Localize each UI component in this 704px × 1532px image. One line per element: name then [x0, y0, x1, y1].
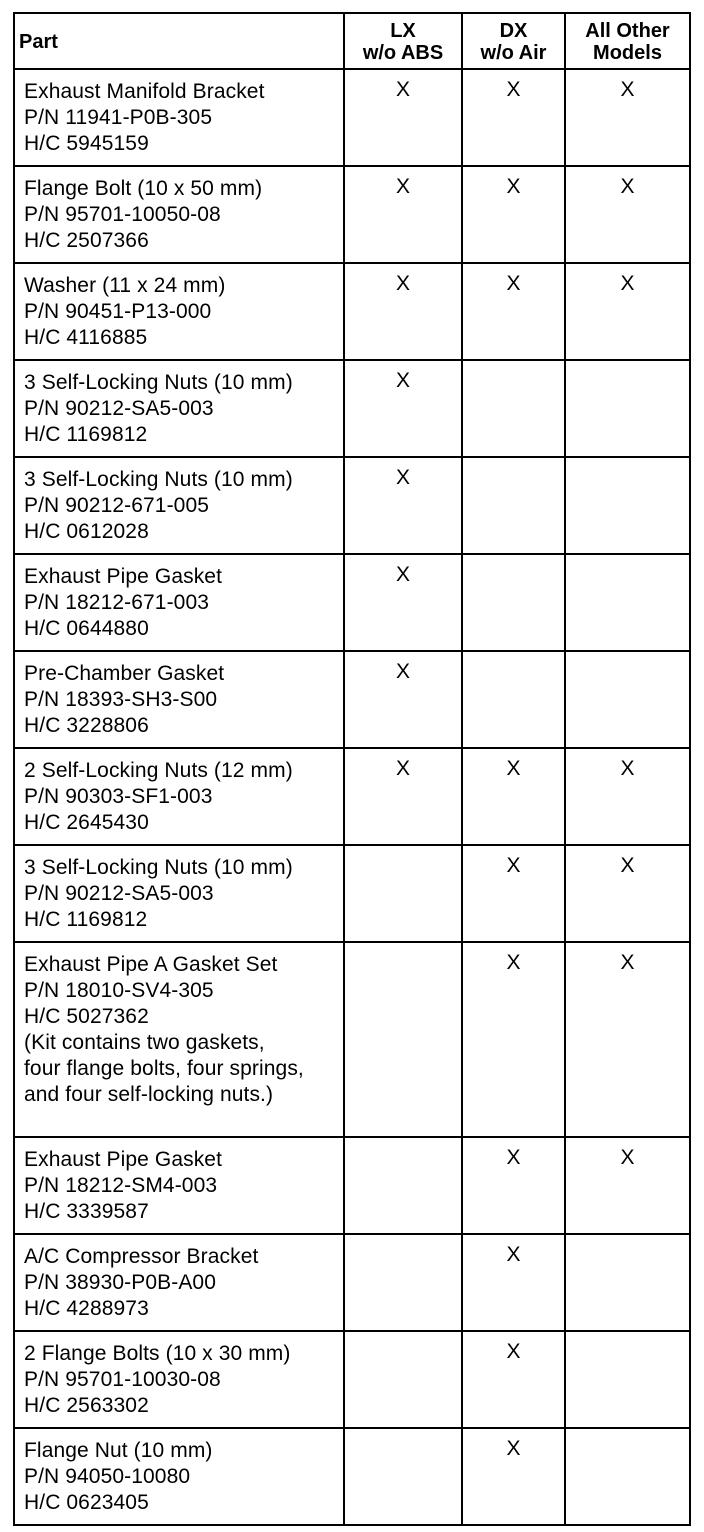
part-name: Pre-Chamber Gasket	[24, 662, 225, 685]
table-row	[14, 651, 690, 748]
part-cell	[14, 942, 344, 1137]
part-cell	[14, 457, 344, 554]
mark-cell-dx: X	[462, 166, 565, 263]
part-hc: H/C 0612028	[24, 520, 149, 543]
header-part: Part	[14, 13, 344, 69]
part-pn: P/N 18212-671-003	[24, 591, 209, 614]
part-hc: H/C 3228806	[24, 714, 149, 737]
mark-cell-dx: X	[462, 1331, 565, 1428]
part-pn: P/N 94050-10080	[24, 1465, 191, 1488]
part-pn: P/N 11941-P0B-305	[24, 106, 213, 129]
mark-cell-other: X	[565, 748, 690, 845]
part-cell	[14, 1137, 344, 1234]
mark-cell-lx: X	[344, 360, 462, 457]
part-cell	[14, 1428, 344, 1525]
mark-cell-other	[565, 1234, 690, 1331]
header-lx-line2: w/o ABS	[362, 41, 444, 64]
part-pn: P/N 18010-SV4-305	[24, 979, 214, 1002]
table-row	[14, 554, 690, 651]
mark-cell-other: X	[565, 942, 690, 1137]
mark-cell-other	[565, 1331, 690, 1428]
table-row	[14, 360, 690, 457]
part-name: 3 Self-Locking Nuts (10 mm)	[24, 371, 293, 394]
mark-cell-other	[565, 651, 690, 748]
part-name: Exhaust Pipe Gasket	[24, 565, 223, 588]
part-cell	[14, 1331, 344, 1428]
part-name: Exhaust Pipe Gasket	[24, 1148, 223, 1171]
mark-cell-other	[565, 360, 690, 457]
header-row	[14, 13, 690, 69]
mark-cell-dx: X	[462, 1428, 565, 1525]
header-lx	[344, 13, 462, 69]
table-row	[14, 748, 690, 845]
part-cell	[14, 845, 344, 942]
mark-cell-lx: X	[344, 748, 462, 845]
part-pn: P/N 18212-SM4-003	[24, 1174, 218, 1197]
part-pn: P/N 90303-SF1-003	[24, 785, 213, 808]
part-name: Flange Bolt (10 x 50 mm)	[24, 177, 263, 200]
mark-cell-lx: X	[344, 166, 462, 263]
mark-cell-lx	[344, 1331, 462, 1428]
part-hc: H/C 0623405	[24, 1491, 149, 1514]
part-hc: H/C 2645430	[24, 811, 149, 834]
part-hc: H/C 5945159	[24, 132, 149, 155]
mark-cell-lx: X	[344, 457, 462, 554]
mark-cell-lx: X	[344, 263, 462, 360]
table-row	[14, 1234, 690, 1331]
part-pn: P/N 95701-10050-08	[24, 203, 221, 226]
part-cell	[14, 1234, 344, 1331]
part-name: 3 Self-Locking Nuts (10 mm)	[24, 856, 293, 879]
part-name: A/C Compressor Bracket	[24, 1245, 259, 1268]
part-pn: P/N 90212-671-005	[24, 494, 209, 517]
part-pn: P/N 90212-SA5-003	[24, 397, 214, 420]
mark-cell-other	[565, 457, 690, 554]
table-row	[14, 1137, 690, 1234]
part-hc: H/C 2507366	[24, 229, 149, 252]
table-row	[14, 166, 690, 263]
header-dx-line1: DX	[499, 19, 528, 42]
part-hc: H/C 3339587	[24, 1200, 149, 1223]
mark-cell-lx	[344, 1428, 462, 1525]
part-pn: P/N 38930-P0B-A00	[24, 1271, 216, 1294]
part-name: Exhaust Manifold Bracket	[24, 80, 265, 103]
part-name: Exhaust Pipe A Gasket Set	[24, 953, 278, 976]
part-note3: and four self-locking nuts.)	[24, 1083, 274, 1106]
part-hc: H/C 4116885	[24, 326, 148, 349]
mark-cell-other: X	[565, 845, 690, 942]
mark-cell-dx: X	[462, 1137, 565, 1234]
part-note2: four flange bolts, four springs,	[24, 1057, 304, 1080]
mark-cell-dx	[462, 651, 565, 748]
part-pn: P/N 90212-SA5-003	[24, 882, 214, 905]
part-hc: H/C 0644880	[24, 617, 149, 640]
part-hc: H/C 1169812	[24, 423, 148, 446]
mark-cell-other	[565, 1428, 690, 1525]
header-dx-line2: w/o Air	[480, 41, 547, 64]
mark-cell-lx	[344, 942, 462, 1137]
mark-cell-lx: X	[344, 651, 462, 748]
header-dx	[462, 13, 565, 69]
mark-cell-lx	[344, 1137, 462, 1234]
table-row	[14, 942, 690, 1137]
header-other	[565, 13, 690, 69]
part-cell	[14, 554, 344, 651]
mark-cell-lx	[344, 1234, 462, 1331]
header-lx-line1: LX	[390, 19, 416, 42]
header-other-line2: Models	[593, 41, 662, 64]
part-cell	[14, 263, 344, 360]
mark-cell-other	[565, 554, 690, 651]
table-row	[14, 1331, 690, 1428]
part-pn: P/N 90451-P13-000	[24, 300, 212, 323]
mark-cell-dx	[462, 554, 565, 651]
part-pn: P/N 95701-10030-08	[24, 1368, 221, 1391]
mark-cell-other: X	[565, 1137, 690, 1234]
part-cell	[14, 360, 344, 457]
part-cell	[14, 69, 344, 166]
mark-cell-other: X	[565, 166, 690, 263]
table-row	[14, 845, 690, 942]
parts-table	[13, 12, 691, 1526]
mark-cell-dx: X	[462, 748, 565, 845]
table-row	[14, 69, 690, 166]
part-name: Flange Nut (10 mm)	[24, 1439, 213, 1462]
mark-cell-dx: X	[462, 942, 565, 1137]
part-note1: (Kit contains two gaskets,	[24, 1031, 265, 1054]
part-cell	[14, 748, 344, 845]
mark-cell-lx: X	[344, 554, 462, 651]
mark-cell-other: X	[565, 69, 690, 166]
mark-cell-lx	[344, 845, 462, 942]
part-hc: H/C 4288973	[24, 1297, 149, 1320]
table-row	[14, 1428, 690, 1525]
part-cell	[14, 166, 344, 263]
mark-cell-dx	[462, 360, 565, 457]
mark-cell-dx: X	[462, 263, 565, 360]
part-name: 3 Self-Locking Nuts (10 mm)	[24, 468, 293, 491]
mark-cell-dx: X	[462, 1234, 565, 1331]
mark-cell-dx: X	[462, 69, 565, 166]
table-row	[14, 457, 690, 554]
part-hc: H/C 1169812	[24, 908, 148, 931]
part-cell	[14, 651, 344, 748]
part-pn: P/N 18393-SH3-S00	[24, 688, 218, 711]
part-name: Washer (11 x 24 mm)	[24, 274, 226, 297]
mark-cell-other: X	[565, 263, 690, 360]
mark-cell-dx	[462, 457, 565, 554]
header-other-line1: All Other	[585, 19, 670, 42]
part-name: 2 Flange Bolts (10 x 30 mm)	[24, 1342, 291, 1365]
part-hc: H/C 5027362	[24, 1005, 149, 1028]
table-body	[14, 69, 690, 1525]
mark-cell-lx: X	[344, 69, 462, 166]
table-row	[14, 263, 690, 360]
part-name: 2 Self-Locking Nuts (12 mm)	[24, 759, 293, 782]
part-hc: H/C 2563302	[24, 1394, 149, 1417]
mark-cell-dx: X	[462, 845, 565, 942]
